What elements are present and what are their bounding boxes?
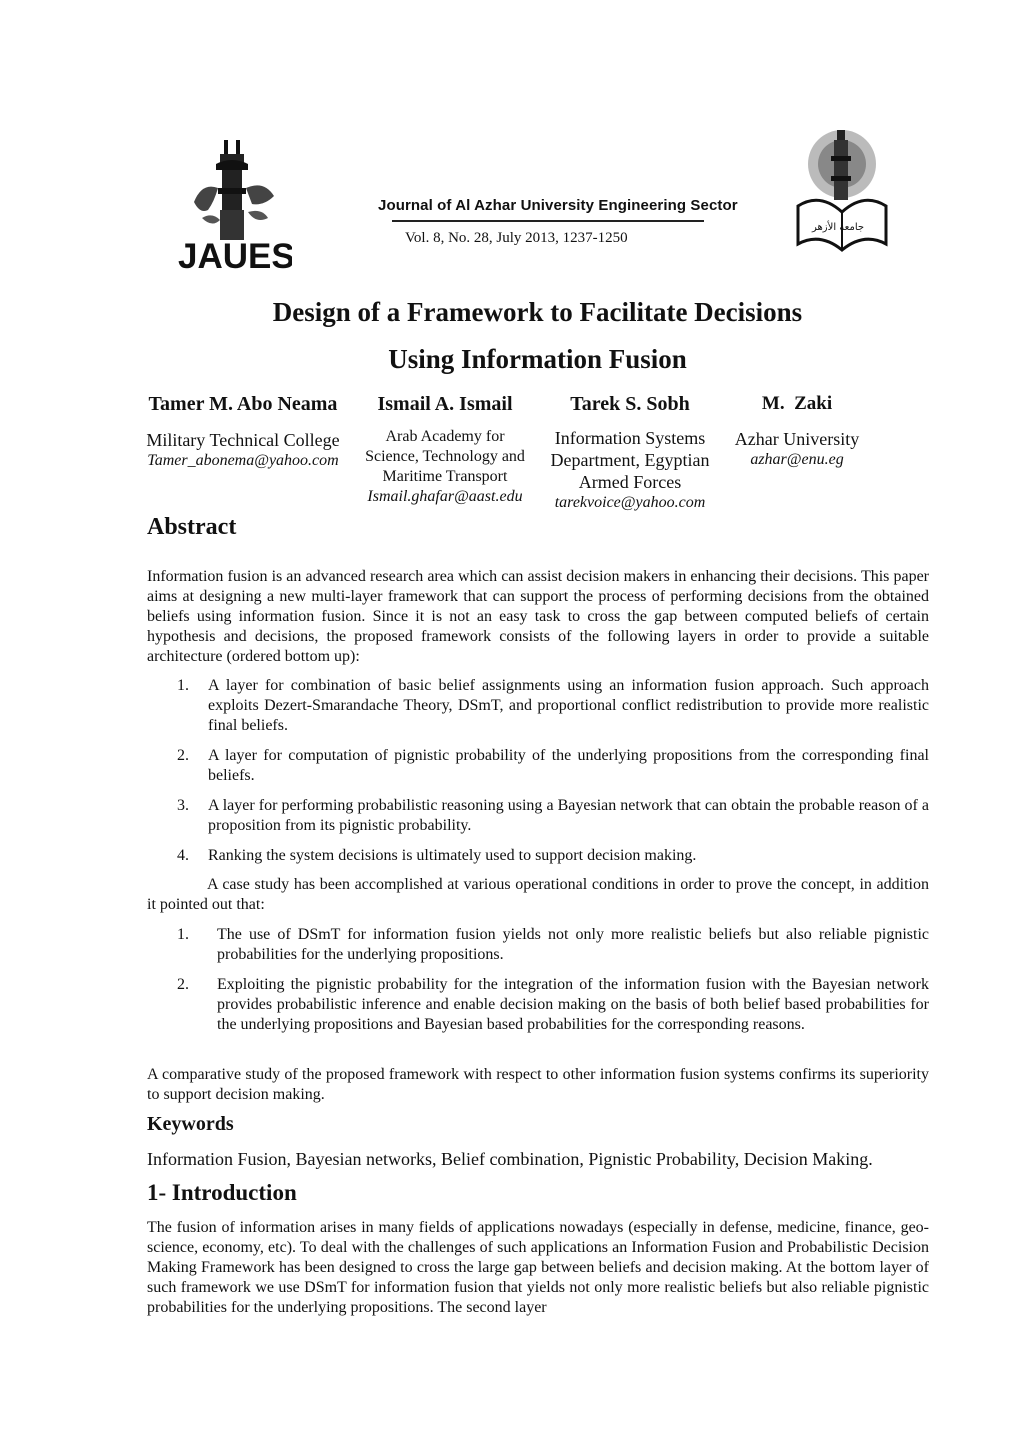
author-affiliation: Military Technical College <box>146 430 340 450</box>
findings-list <box>147 925 929 1045</box>
abstract-paragraph: Information fusion is an advanced research area which can assist decision makers in enhancing their decisions. This paper aims at designing a new multi-layer framework that can support the process of performing decisions from the obtained beliefs using information fusion. Since it is not an easy task to cross the gap between computed beliefs of certain hypothesis and decisions, the proposed framework consists of the following layers in order to provide a suitable architecture (ordered bottom up): <box>147 568 929 665</box>
author-affiliation: Azhar University <box>734 429 860 449</box>
keywords-heading: Keywords <box>147 1113 234 1135</box>
list-item <box>147 925 929 965</box>
author-email: tarekvoice@yahoo.com <box>554 494 706 511</box>
introduction-paragraph: The fusion of information arises in many fields of applications nowadays (especially in defense, medicine, finance, geo-science, economy, etc). To deal with the challenges of such applications an Information Fusion and Probabilistic Decision Making Framework has been designed to cross the large gap between beliefs and decision making. At the bottom layer of such framework we use DSmT for information fusion that yields not only more realistic beliefs but also reliable pignistic probabilities for the underlying propositions. The second layer <box>147 1219 929 1316</box>
author-block <box>722 393 872 470</box>
author-block <box>535 393 725 513</box>
author-affiliation: Armed Forces <box>578 472 682 492</box>
author-block <box>350 393 540 507</box>
list-item-text: A layer for performing probabilistic reasoning using a Bayesian network that can obtain the probable reason of a proposition from its pignistic probability. <box>208 797 929 834</box>
list-item-number: 2. <box>177 747 189 764</box>
emblem-text: جامعة الأزهر <box>812 222 865 233</box>
author-email: azhar@enu.eg <box>750 451 844 468</box>
author-affiliation: Maritime Transport <box>382 468 508 485</box>
journal-name: Journal of Al Azhar University Engineering Sector <box>378 197 738 214</box>
journal-divider <box>392 220 704 222</box>
case-study-paragraph: A case study has been accomplished at various operational conditions in order to prove the concept, in addition it pointed out that: <box>147 876 929 913</box>
list-item <box>147 746 929 786</box>
list-item-text: A layer for computation of pignistic probability of the underlying propositions from the corresponding final beliefs. <box>208 747 929 784</box>
list-item <box>147 846 929 866</box>
list-item-number: 1. <box>177 677 189 694</box>
author-block <box>118 393 368 471</box>
list-item-text: Ranking the system decisions is ultimately used to support decision making. <box>208 847 697 864</box>
framework-layers-list <box>147 676 929 876</box>
comparative-study-paragraph: A comparative study of the proposed framework with respect to other information fusion systems confirms its superiority to support decision making. <box>147 1066 929 1103</box>
author-affiliation: Science, Technology and <box>365 448 525 465</box>
keywords-text: Information Fusion, Bayesian networks, Belief combination, Pignistic Probability, Decision Making. <box>147 1149 873 1169</box>
introduction-heading: 1- Introduction <box>147 1180 297 1205</box>
abstract-heading: Abstract <box>147 514 237 540</box>
list-item-number: 4. <box>177 847 189 864</box>
jaues-logo-text: JAUES <box>178 237 292 272</box>
list-item-text: Exploiting the pignistic probability for the integration of the information fusion with the Bayesian network provides probabilistic inference and enable decision making on the basis of both belief based probabilities for the underlying propositions and Bayesian based probabilities for the corresponding reasons. <box>217 976 929 1033</box>
author-affiliation: Arab Academy for <box>385 428 505 445</box>
author-affiliation: Department, Egyptian <box>550 450 710 470</box>
list-item-number: 2. <box>177 976 189 993</box>
al-azhar-university-emblem <box>790 126 888 256</box>
jaues-logo <box>176 132 292 272</box>
list-item <box>147 676 929 736</box>
journal-volume: Vol. 8, No. 28, July 2013, 1237-1250 <box>405 230 628 246</box>
author-email: Tamer_abonema@yahoo.com <box>147 452 339 469</box>
list-item-text: A layer for combination of basic belief assignments using an information fusion approach. Such approach exploits Dezert-Smarandache Theory, DSmT, and proportional conflict redistribution to provide more realistic final beliefs. <box>208 677 929 734</box>
paper-title-line-1: Design of a Framework to Facilitate Decisions <box>272 297 803 327</box>
list-item-text: The use of DSmT for information fusion yields not only more realistic beliefs but also reliable pignistic probabilities for the underlying propositions. <box>217 926 929 963</box>
list-item-number: 3. <box>177 797 189 814</box>
author-name: Ismail A. Ismail <box>377 393 513 415</box>
list-item <box>147 975 929 1035</box>
author-email: Ismail.ghafar@aast.edu <box>367 488 523 505</box>
author-name: M. Zaki <box>761 393 833 414</box>
author-affiliation: Information Systems <box>554 428 706 448</box>
paper-title-line-2: Using Information Fusion <box>388 344 687 374</box>
author-name: Tamer M. Abo Neama <box>148 393 338 415</box>
list-item-number: 1. <box>177 926 189 943</box>
list-item <box>147 796 929 836</box>
author-name: Tarek S. Sobh <box>570 393 690 415</box>
